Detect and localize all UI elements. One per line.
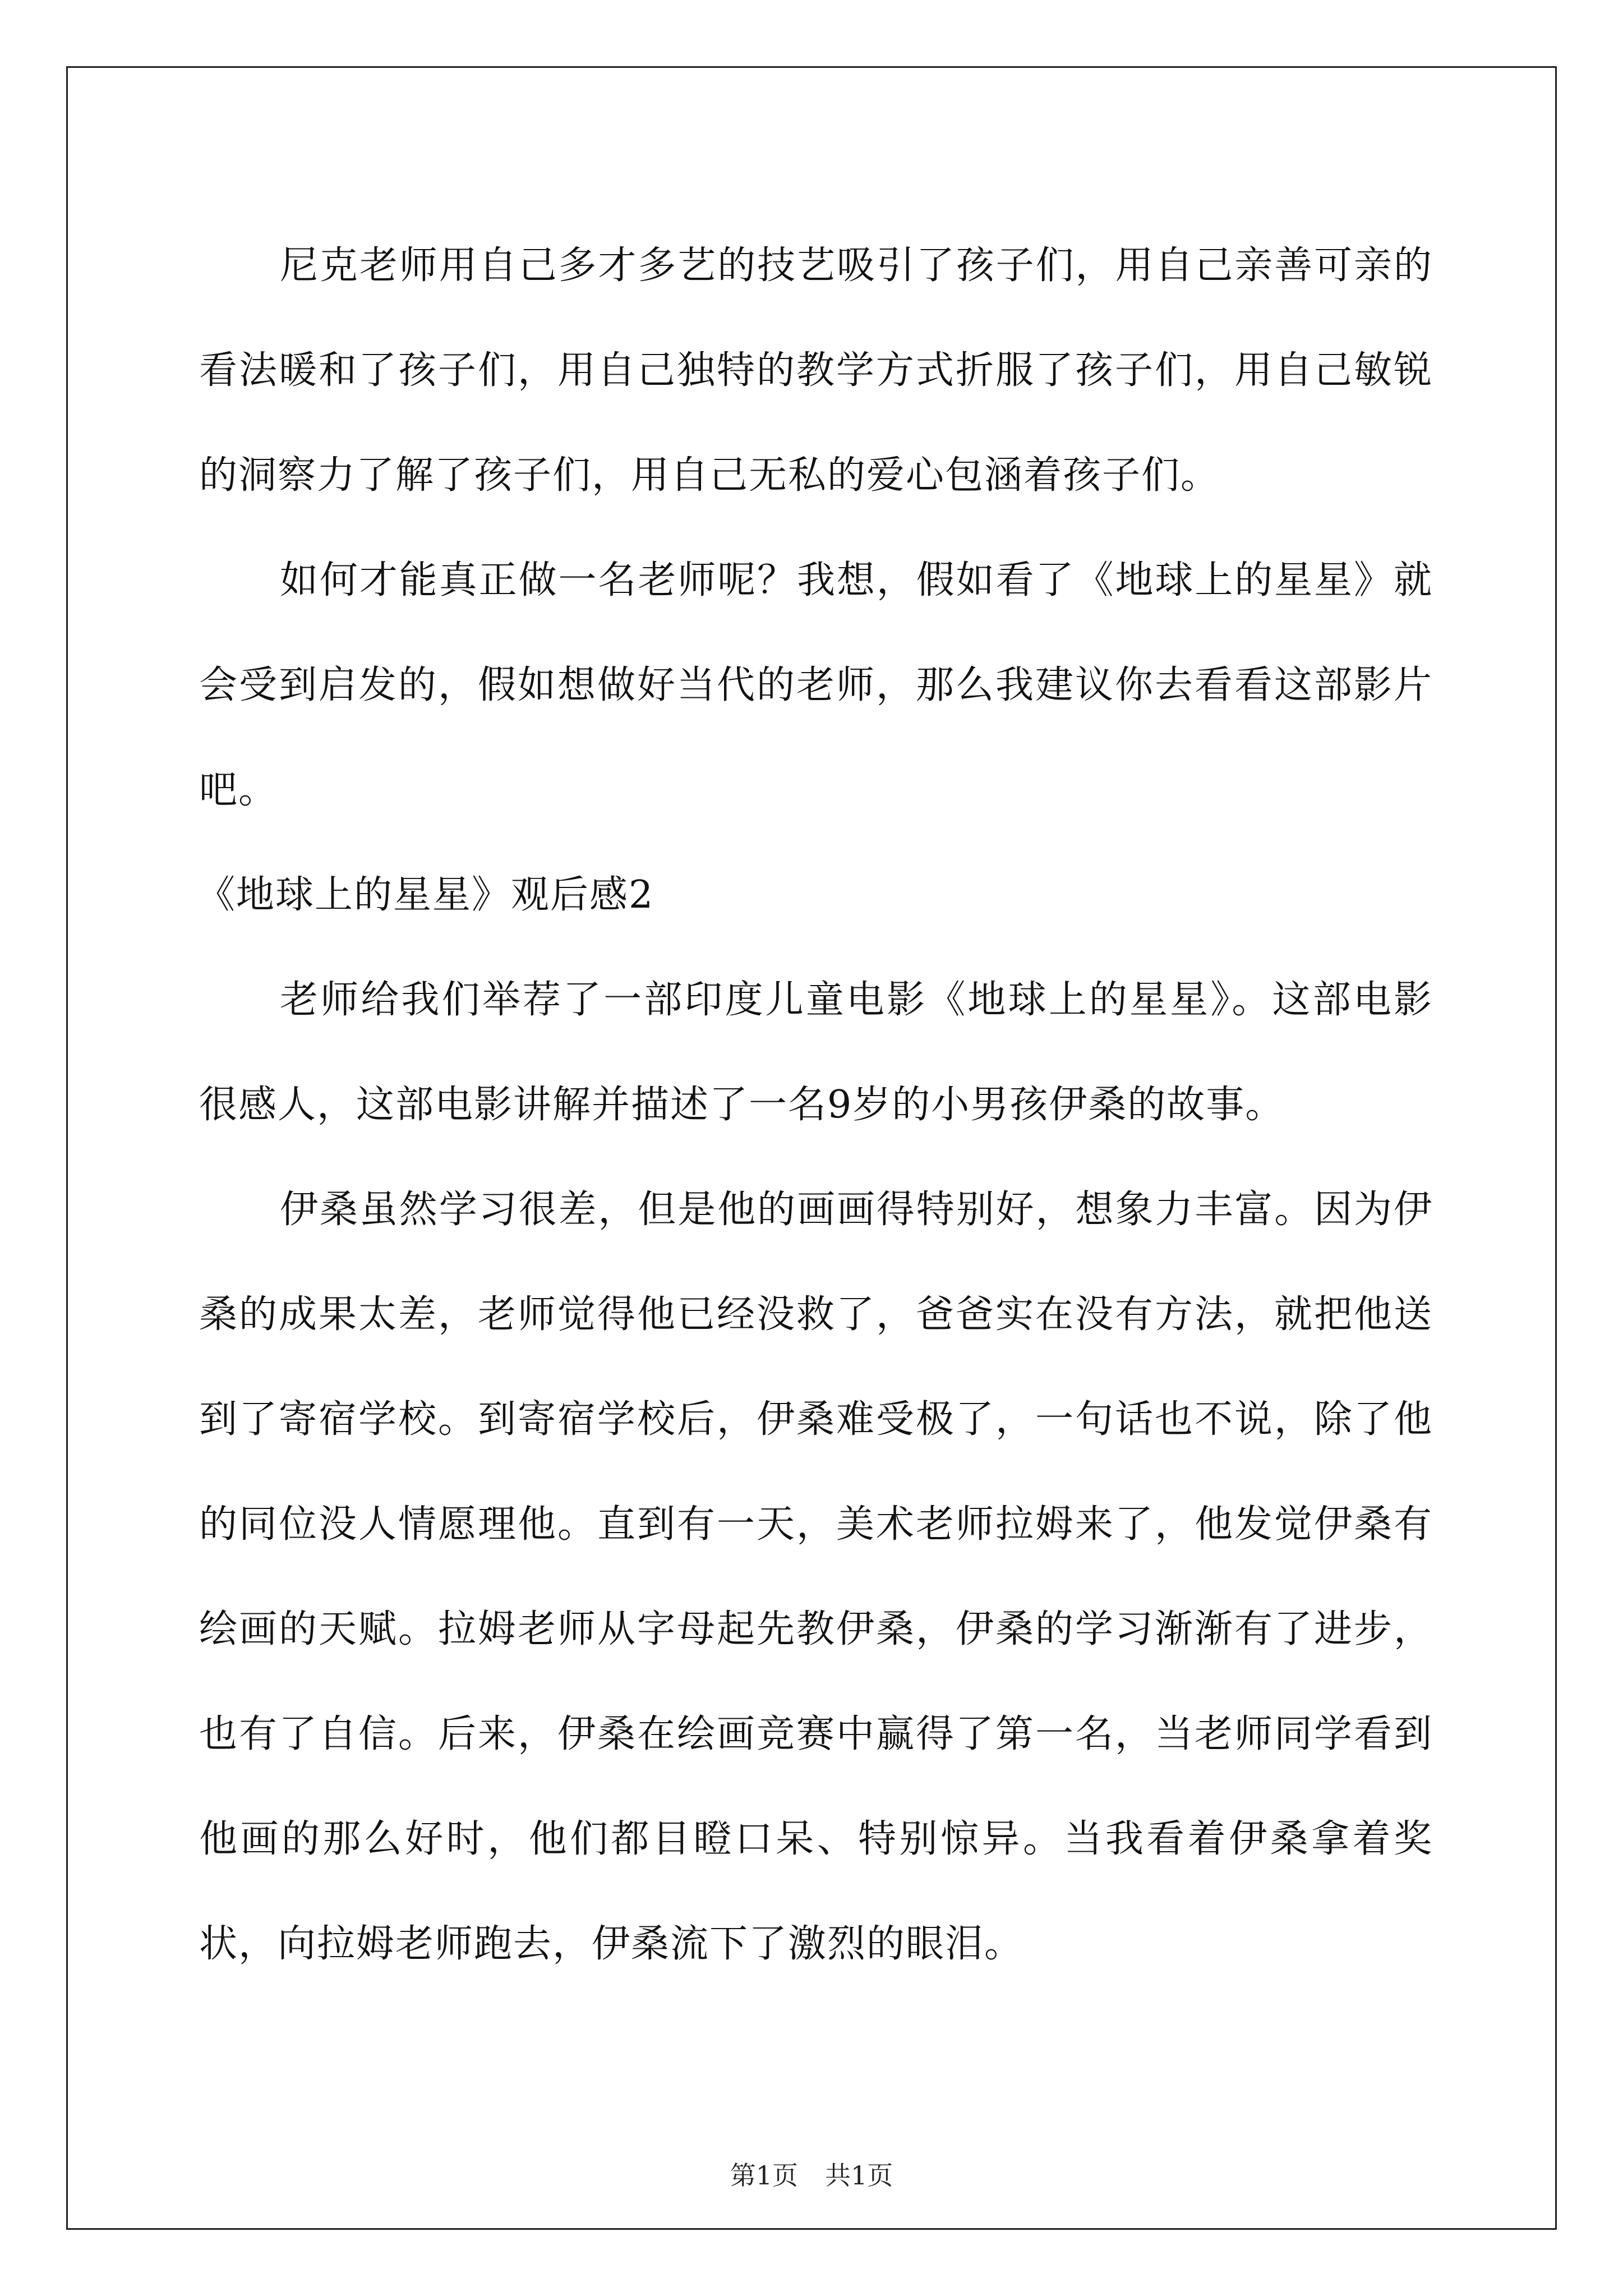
page-footer (0, 2159, 1623, 2192)
paragraph: 老师给我们举荐了一部印度儿童电影《地球上的星星》。这部电影很感人，这部电影讲解并描述了一名9岁的小男孩伊桑的故事。 (199, 978, 1433, 1127)
document-body (199, 213, 1433, 1996)
paragraph: 如何才能真正做一名老师呢？我想，假如看了《地球上的星星》就会受到启发的，假如想做好当代的老师，那么我建议你去看看这部影片吧。 (199, 558, 1433, 812)
section-heading: 《地球上的星星》观后感2 (197, 873, 654, 917)
paragraph: 伊桑虽然学习很差，但是他的画画得特别好，想象力丰富。因为伊桑的成果太差，老师觉得他已经没救了，爸爸实在没有方法，就把他送到了寄宿学校。到寄宿学校后，伊桑难受极了，一句话也不说，除了他的同位没人情愿理他。直到有一天，美术老师拉姆来了，他发觉伊桑有绘画的天赋。拉姆老师从字母起先教伊桑，伊桑的学习渐渐有了进步，也有了自信。后来，伊桑在绘画竞赛中赢得了第一名，当老师同学看到他画的那么好时，他们都目瞪口呆、特别惊异。当我看着伊桑拿着奖状，向拉姆老师跑去，伊桑流下了激烈的眼泪。 (199, 1188, 1433, 1966)
page-number: 第1页 (730, 2160, 798, 2191)
paragraph: 尼克老师用自己多才多艺的技艺吸引了孩子们，用自己亲善可亲的看法暖和了孩子们，用自己独特的教学方式折服了孩子们，用自己敏锐的洞察力了解了孩子们，用自己无私的爱心包涵着孩子们。 (199, 243, 1433, 498)
page-total: 共1页 (825, 2160, 893, 2191)
